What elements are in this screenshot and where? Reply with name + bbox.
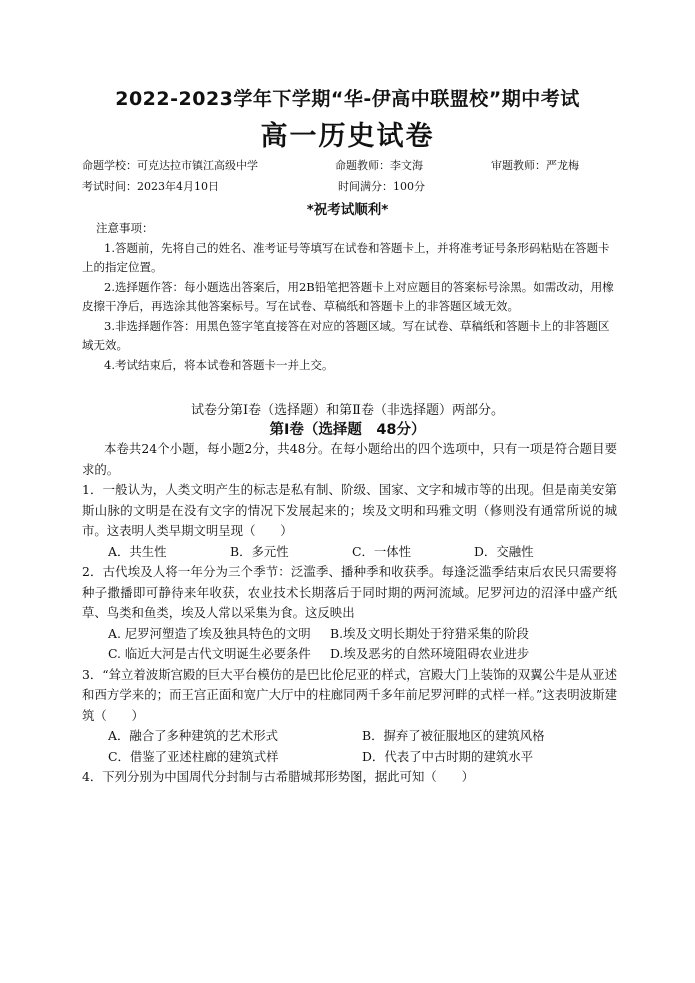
option-c: C．一体性: [352, 543, 412, 559]
good-luck-wish: *祝考试顺利*: [306, 202, 389, 218]
question-options-1: [82, 542, 617, 563]
notes-heading: 注意事项：: [96, 221, 154, 235]
question-stem-1: 1．一般认为，人类文明产生的标志是私有制、阶级、国家、文字和城市等的出现。但是南美安第斯山脉的文明是在没有文字的情况下发展起来的；埃及文明和玛雅文明（修则没有通常所说的城市。这表明人类早期文明呈现（ ）: [82, 482, 617, 538]
setter-school: 命题学校：可克达拉市镇江高级中学: [82, 159, 258, 172]
note-item: 4.考试结束后，将本试卷和答题卡一并上交。: [104, 357, 334, 372]
option-b: B．多元性: [230, 543, 289, 559]
option-d: D．代表了中古时期的建筑水平: [362, 748, 534, 764]
question-stem-2: 2．古代埃及人将一年分为三个季节：泛滥季、播种季和收获季。每逢泛滥季结束后农民只需要将种子撒播即可静待来年收获，农业技术长期落后于同时期的两河流域。尼罗河边的沼泽中盛产纸草、鸟类和鱼类，埃及人常以采集为食。这反映出: [82, 564, 617, 620]
question-options-3b: [82, 747, 617, 768]
question-stem-4: 4．下列分别为中国周代分封制与古希腊城邦形势图，据此可知（ ）: [82, 769, 474, 784]
note-item: 3.非选择题作答：用黑色签字笔直接答在对应的答题区域。写在试卷、草稿纸和答题卡上的非答题区域无效。: [82, 318, 610, 352]
notes-block: [82, 219, 617, 375]
subject-title: 高一历史试卷: [260, 121, 435, 152]
question-options-3a: [82, 726, 617, 747]
section-intro: 本卷共24个小题，每小题2分，共48分。在每小题给出的四个选项中，只有一项是符合题目要求的。: [82, 441, 617, 477]
option-b: B．摒弃了被征服地区的建筑风格: [362, 728, 545, 743]
question-stem-3: 3．“耸立着波斯宫殿的巨大平台模仿的是巴比伦尼亚的样式，宫殿大门上装饰的双翼公牛是从亚述和西方学来的；而王宫正面和宽广大厅中的柱廊同两千多年前尼罗河畔的式样一样。”这表明波斯建筑（ ）: [82, 666, 617, 723]
question-options-2b: [82, 644, 617, 665]
full-score: 时间满分：100分: [338, 180, 425, 193]
exam-title: 2022-2023学年下学期“华-伊高中联盟校”期中考试: [115, 88, 580, 110]
parts-note: 试卷分第Ⅰ卷（选择题）和第Ⅱ卷（非选择题）两部分。: [191, 403, 504, 418]
option-a: A. 尼罗河塑造了埃及独具特色的文明: [108, 625, 311, 641]
question-options-2a: [82, 624, 617, 645]
note-item: 2.选择题作答：每小题选出答案后，用2B铅笔把答题卡上对应题目的答案标号涂黑。如需改动，用橡皮擦干净后，再选涂其他答案标号。写在试卷、草稿纸和答题卡上的非答题区域无效。: [82, 279, 614, 313]
option-d: D．交融性: [474, 543, 534, 559]
exam-time: 考试时间：2023年4月10日: [82, 180, 219, 193]
questions-body: [82, 439, 617, 788]
option-c: C. 临近大河是古代文明诞生必要条件: [108, 646, 311, 661]
setter-teacher: 命题教师：李文海: [335, 159, 423, 172]
option-c: C．借鉴了亚述柱廊的建筑式样: [108, 748, 279, 764]
option-d: D.埃及恶劣的自然环境阻碍农业进步: [330, 646, 530, 661]
option-a: A．融合了多种建筑的艺术形式: [108, 728, 279, 743]
reviewer-teacher: 审题教师：严龙梅: [491, 159, 579, 172]
section-title: 第Ⅰ卷（选择题 48分）: [269, 422, 426, 438]
option-b: B.埃及文明长期处于狩猎采集的阶段: [330, 625, 529, 641]
note-item: 1.答题前，先将自己的姓名、准考证号等填写在试卷和答题卡上，并将准考证号条形码粘贴在答题卡上的指定位置。: [82, 240, 610, 274]
option-a: A．共生性: [108, 543, 167, 559]
